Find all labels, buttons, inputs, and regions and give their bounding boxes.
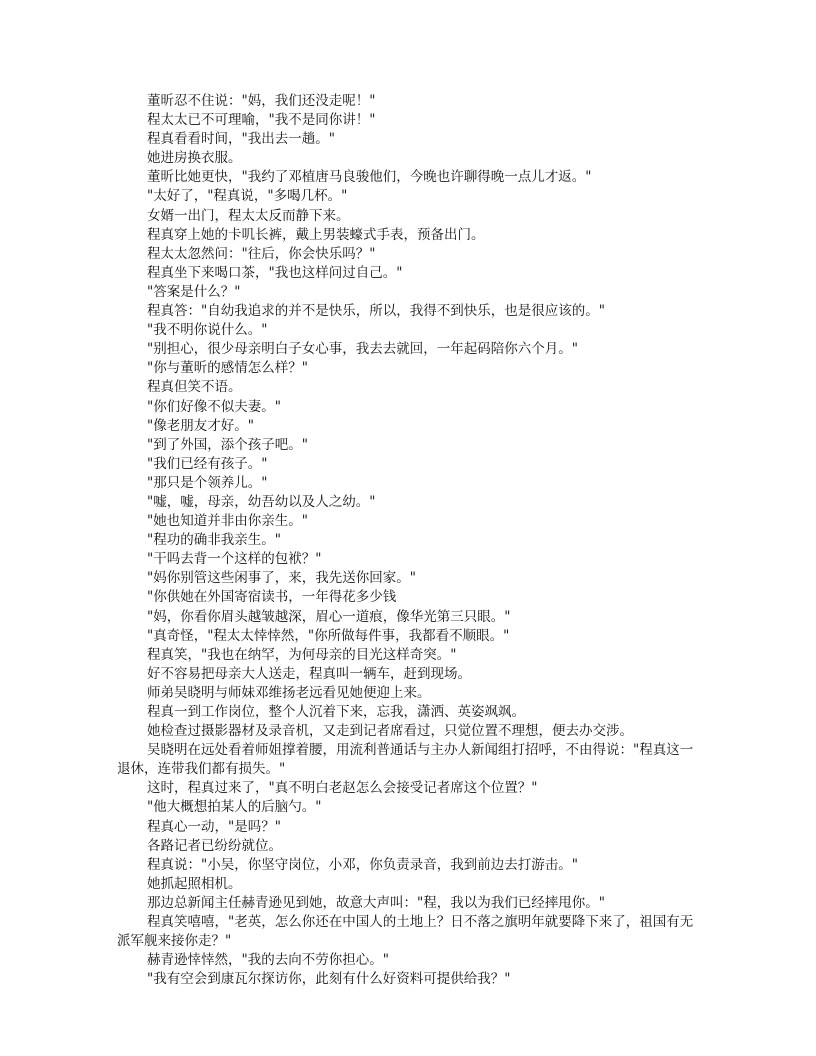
paragraph: "她也知道并非由你亲生。" xyxy=(147,513,308,530)
paragraph: "太好了，"程真说，"多喝几杯。" xyxy=(147,188,348,205)
paragraph: "妈你别管这些闲事了，来，我先送你回家。" xyxy=(147,570,416,587)
paragraph: 程真看看时间，"我出去一趟。" xyxy=(147,131,335,148)
paragraph: "我不明你说什么。" xyxy=(147,322,268,339)
paragraph: 程真穿上她的卡叽长裤，戴上男装蠔式手表，预备出门。 xyxy=(147,226,485,243)
paragraph: 程真心一动，"是吗？" xyxy=(147,818,281,835)
paragraph: "你与董昕的感情怎么样？" xyxy=(147,360,308,377)
paragraph: "干吗去背一个这样的包袱？" xyxy=(147,551,322,568)
paragraph: 女婿一出门，程太太反而静下来。 xyxy=(147,207,350,224)
paragraph: 吴晓明在远处看着师姐撑着腰，用流利普通话与主办人新闻组打招呼，不由得说："程真这一退休，连带我们都有损失。" xyxy=(117,742,694,778)
paragraph: 她检查过摄影器材及录音机，又走到记者席看过，只觉位置不理想，便去办交涉。 xyxy=(147,723,633,740)
paragraph: 这时，程真过来了，"真不明白老赵怎么会接受记者席这个位置？" xyxy=(147,780,538,797)
paragraph: "我有空会到康瓦尔探访你，此刻有什么好资料可提供给我？" xyxy=(147,971,511,988)
paragraph: "嘘，嘘，母亲，幼吾幼以及人之幼。" xyxy=(147,493,376,510)
paragraph: "妈，你看你眉头越皱越深，眉心一道痕，像华光第三只眼。" xyxy=(147,608,511,625)
paragraph: 程真答："自幼我追求的并不是快乐，所以，我得不到快乐，也是很应该的。" xyxy=(147,303,605,320)
paragraph: "到了外国，添个孩子吧。" xyxy=(147,436,308,453)
paragraph: 程太太已不可理喻，"我不是同你讲！" xyxy=(147,112,376,129)
paragraph: "别担心，很少母亲明白子女心事，我去去就回，一年起码陪你六个月。" xyxy=(147,341,578,358)
paragraph: 她抓起照相机。 xyxy=(147,875,242,892)
paragraph: 程真笑，"我也在纳罕，为何母亲的目光这样奇突。" xyxy=(147,646,457,663)
story-text xyxy=(117,92,697,989)
paragraph: "像老朋友才好。" xyxy=(147,417,254,434)
paragraph: "程功的确非我亲生。" xyxy=(147,532,281,549)
paragraph: 好不容易把母亲大人送走，程真叫一辆车，赶到现场。 xyxy=(147,665,471,682)
paragraph: 董昕比她更快，"我约了邓植唐马良骏他们，今晚也许聊得晚一点儿才返。" xyxy=(147,169,592,186)
paragraph: 程真笑嘻嘻，"老英，怎么你还在中国人的土地上？日不落之旗明年就要降下来了，祖国有无派军舰来接你走？" xyxy=(117,914,694,950)
paragraph: "你们好像不似夫妻。" xyxy=(147,398,281,415)
paragraph: 那边总新闻主任赫青逊见到她，故意大声叫："程，我以为我们已经摔甩你。" xyxy=(147,894,605,911)
paragraph: "他大概想拍某人的后脑勺。" xyxy=(147,799,322,816)
paragraph: "那只是个领养儿。" xyxy=(147,474,268,491)
paragraph: 赫青逊悻悻然，"我的去向不劳你担心。" xyxy=(147,952,389,969)
paragraph: 她进房换衣服。 xyxy=(147,150,242,167)
paragraph: 程太太忽然问："往后，你会快乐吗？" xyxy=(147,245,376,262)
paragraph: 程真说："小吴，你坚守岗位，小邓，你负责录音，我到前边去打游击。" xyxy=(147,856,578,873)
paragraph: 师弟吴晓明与师妹邓维扬老远看见她便迎上来。 xyxy=(147,684,431,701)
paragraph: 程真坐下来喝口茶，"我也这样问过自己。" xyxy=(147,264,403,281)
paragraph: "你供她在外国寄宿读书，一年得花多少钱 xyxy=(147,589,397,606)
paragraph: 董昕忍不住说："妈，我们还没走呢！" xyxy=(147,93,376,109)
paragraph: "真奇怪，"程太太悻悻然，"你所做每件事，我都看不顺眼。" xyxy=(147,627,510,644)
paragraph: 程真一到工作岗位，整个人沉着下来，忘我，潇洒、英姿飒飒。 xyxy=(147,704,525,720)
paragraph: "我们已经有孩子。" xyxy=(147,455,268,472)
paragraph: 各路记者已纷纷就位。 xyxy=(147,837,282,854)
paragraph: 程真但笑不语。 xyxy=(147,379,242,396)
paragraph: "答案是什么？" xyxy=(147,283,241,300)
